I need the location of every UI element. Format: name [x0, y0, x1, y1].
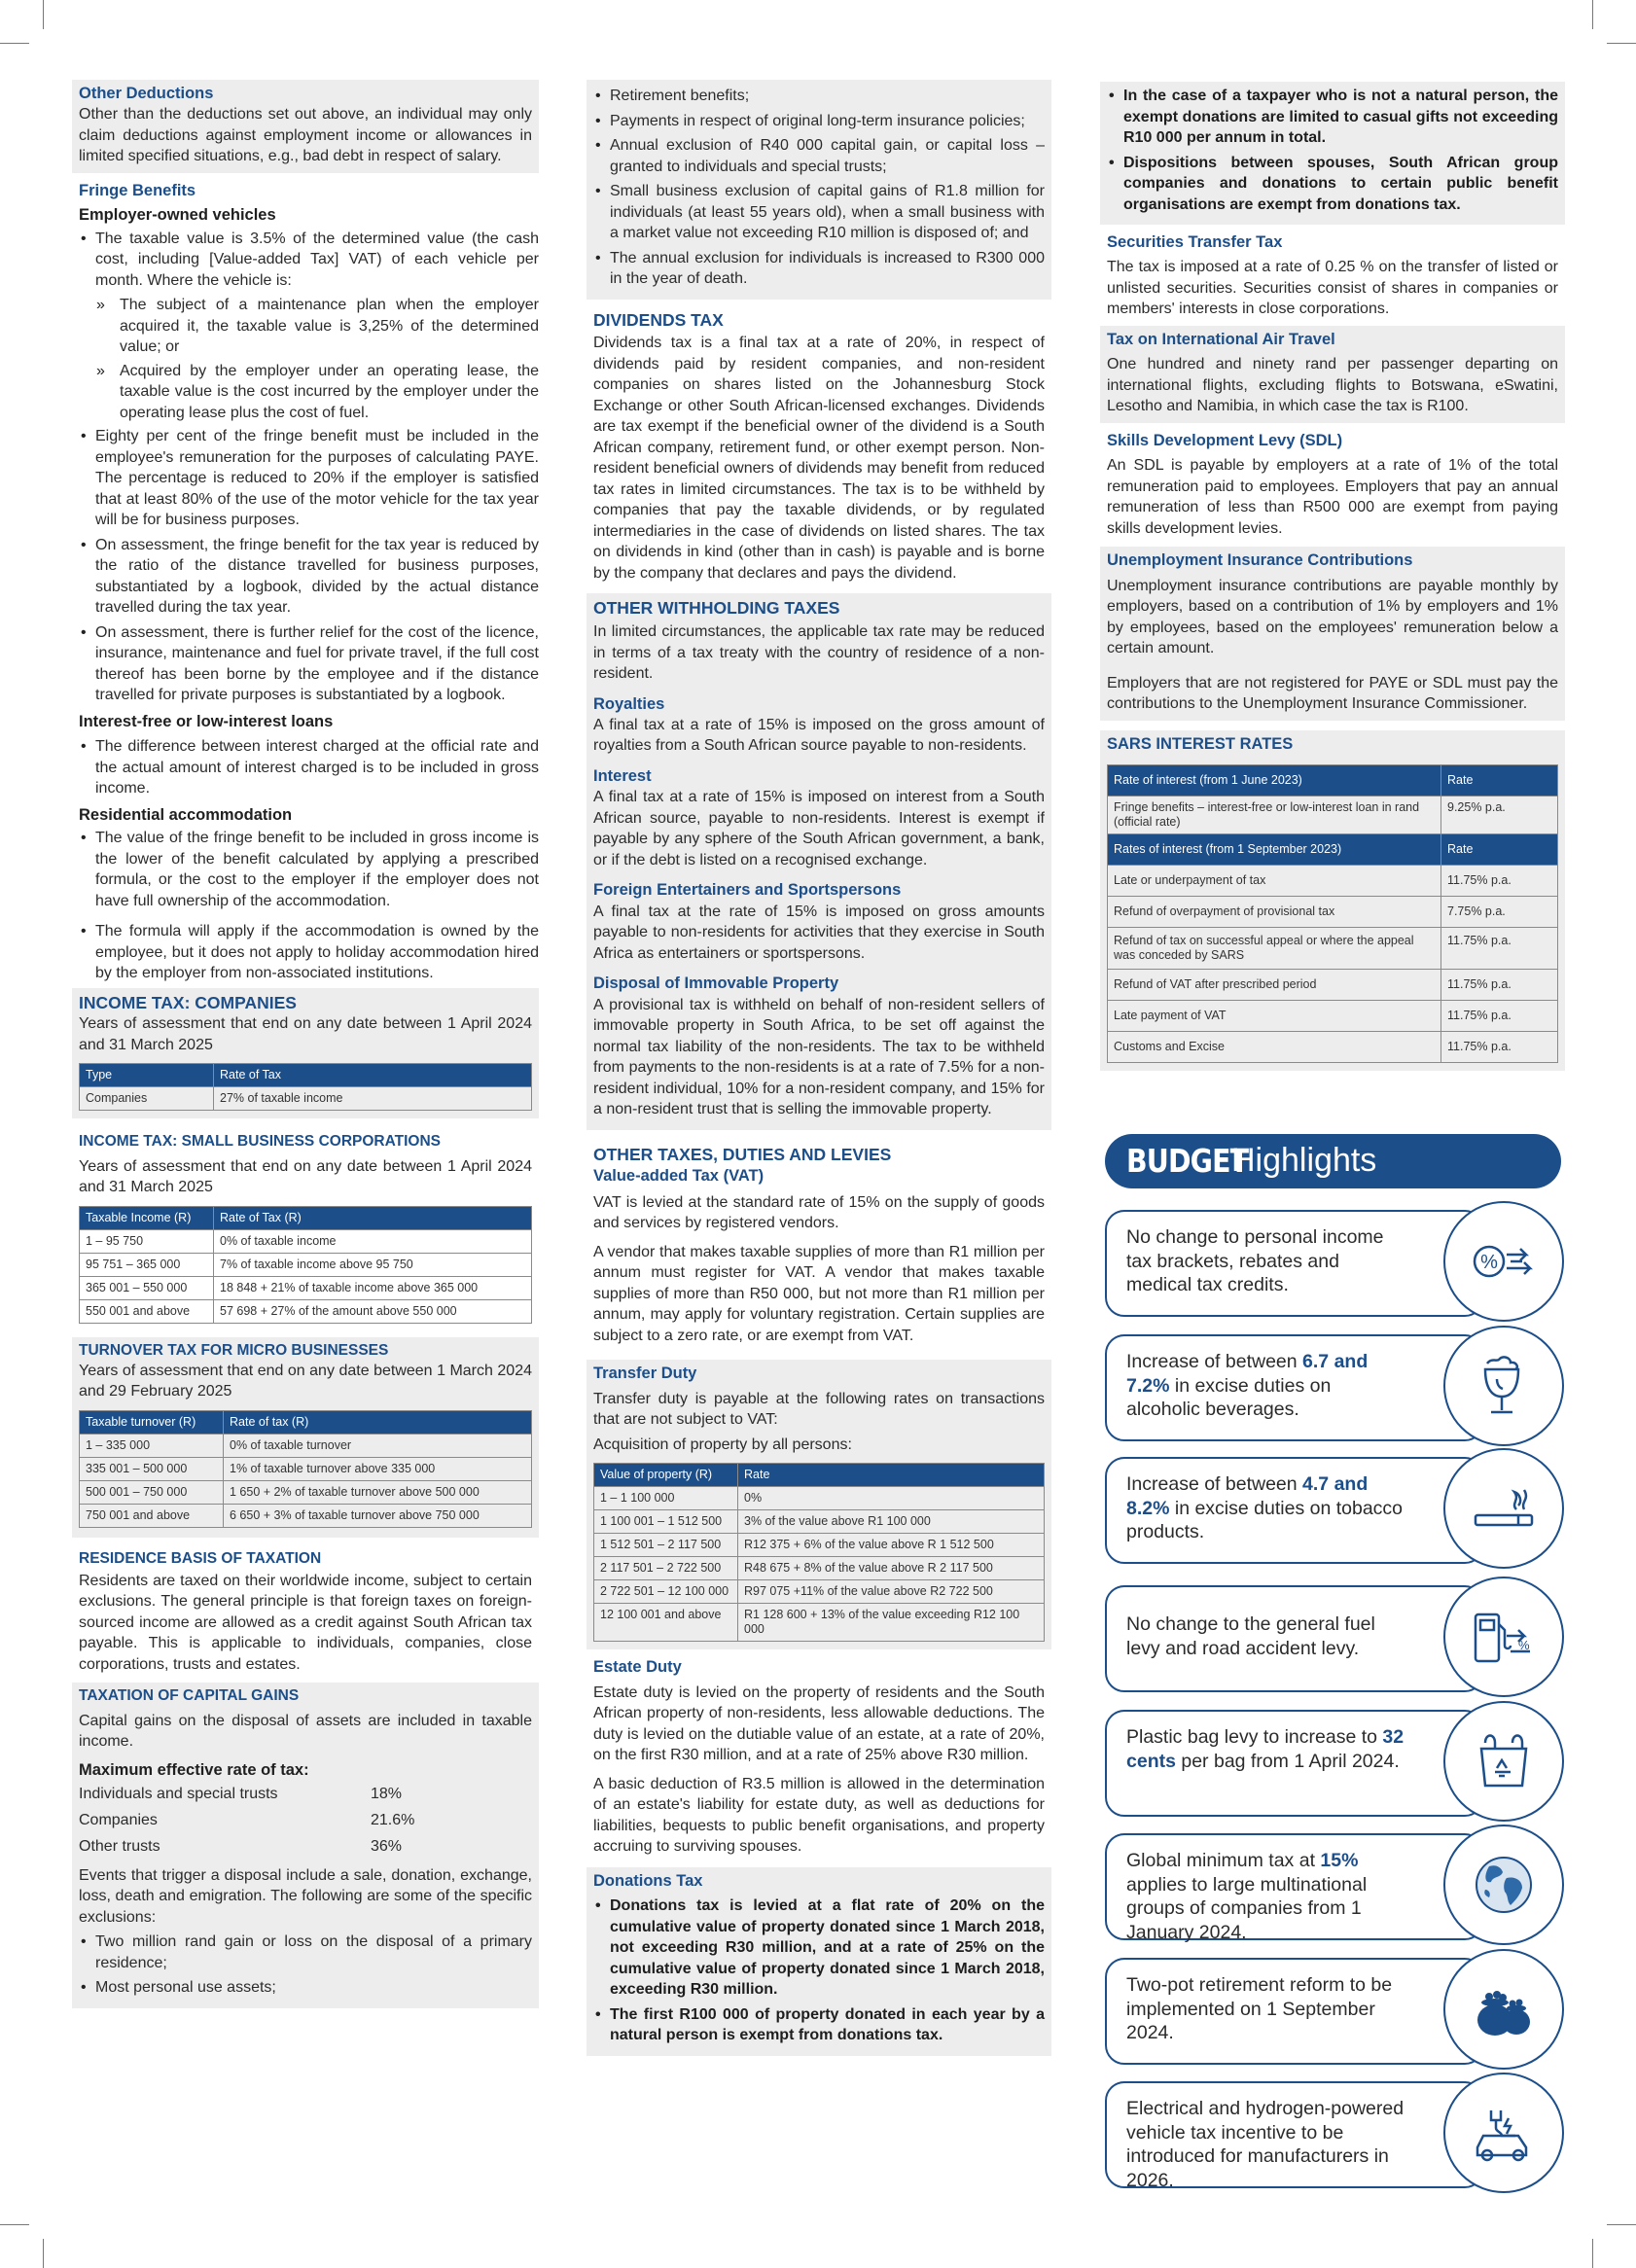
cgt-title: TAXATION OF CAPITAL GAINS: [79, 1687, 300, 1705]
other-deductions-box: [72, 80, 539, 173]
stt-title: Securities Transfer Tax: [1107, 233, 1283, 251]
royalties-title: Royalties: [593, 694, 665, 713]
rate-label: Other trusts: [79, 1837, 160, 1855]
list-item: • In the case of a taxpayer who is not a natural person, the exempt donations are limited to casual gifts not exceeding R10 000 per annum in total.: [1107, 86, 1558, 149]
table-row: [1108, 1032, 1558, 1063]
withholding-box: [587, 593, 1051, 1130]
companies-box: [72, 988, 539, 1119]
rate-label: Individuals and special trusts: [79, 1785, 278, 1802]
turnover-table: [79, 1410, 532, 1528]
table-header-cell: Rate of Tax: [214, 1064, 532, 1087]
table-cell: 1 – 1 100 000: [594, 1487, 738, 1510]
foreign-title: Foreign Entertainers and Sportspersons: [593, 881, 902, 900]
table-header-cell: Taxable turnover (R): [80, 1410, 224, 1434]
table-row: [80, 1087, 532, 1111]
estate-text-1: Estate duty is levied on the property of residents and the South African property of non-residents, less allowable deductions. The duty is levied on the dutiable value of an estate, at a rate of 20%, on the first R30 million, and at a rate of 25% above R30 million.: [593, 1683, 1045, 1764]
withholding-text: In limited circumstances, the applicable tax rate may be reduced in terms of a tax treaty with the country of residence of a non-resident.: [593, 623, 1045, 682]
table-cell: Refund of VAT after prescribed period: [1108, 970, 1441, 1001]
table-cell: 11.75% p.a.: [1441, 866, 1558, 897]
uif-box: [1100, 547, 1565, 720]
interest-text: A final tax at a rate of 15% is imposed on interest from a South African source, payable to non-residents. Interest is exempt if payable by any sphere of the South African government, a bank, or if the debt is listed on a recognised exchange.: [593, 789, 1045, 868]
money-pots-icon: [1443, 1949, 1564, 2070]
list-item: • The formula will apply if the accommodation is owned by the employee, but it does not apply to holiday accommodation hired by the employer from non-associated institutions.: [79, 921, 539, 984]
rate-row: [79, 1833, 532, 1860]
highlight-text: Increase of between 4.7 and 8.2% in excise duties on tobacco products.: [1126, 1473, 1404, 1542]
table-header-row: [80, 1410, 532, 1434]
turnover-box: [72, 1337, 539, 1538]
highlight-text: No change to personal income tax brackets, rebates and medical tax credits.: [1126, 1226, 1384, 1295]
table-row: [1108, 866, 1558, 897]
table-cell: 0%: [738, 1487, 1045, 1510]
list-item: • Two million rand gain or loss on the disposal of a primary residence;: [79, 1931, 532, 1973]
table-cell: 1 – 335 000: [80, 1434, 224, 1457]
air-travel-box: [1100, 326, 1565, 423]
table-header-cell: Type: [80, 1064, 214, 1087]
rate-value: 36%: [371, 1837, 403, 1855]
table-row: [594, 1534, 1045, 1557]
table-cell: 11.75% p.a.: [1441, 928, 1558, 970]
percent-arrow-icon: [1443, 1201, 1564, 1322]
table-row: [1108, 928, 1558, 970]
sdl-text: An SDL is payable by employers at a rate of 1% of the total remuneration paid to employees. Employers that pay an annual remuneration of less than R500 000 are exempt from paying skills development levies.: [1107, 457, 1558, 537]
table-row: [80, 1504, 532, 1527]
sars-table: [1107, 764, 1558, 1063]
other-taxes-title: OTHER TAXES, DUTIES AND LEVIES: [593, 1144, 892, 1164]
vehicles-title: Employer-owned vehicles: [79, 206, 276, 225]
table-row: [80, 1253, 532, 1276]
residence-text: Residents are taxed on their worldwide income, subject to certain exclusions. The general principle is that foreign taxes on foreign-sourced income are allowed as a credit against South African tax payable. This is applicable to individuals, companies, close corporations, trusts and estates.: [79, 1572, 532, 1673]
column-right: [1100, 82, 1565, 1071]
list-item: • The difference between interest charged at the official rate and the actual amount of interest charged is to be included in gross income.: [79, 736, 539, 799]
table-cell: 0% of taxable income: [214, 1229, 532, 1253]
list-item: • Dispositions between spouses, South African group companies and donations to certain public benefit organisations are exempt from donations tax.: [1107, 153, 1558, 216]
loans-title: Interest-free or low-interest loans: [79, 712, 334, 730]
table-cell: 27% of taxable income: [214, 1087, 532, 1111]
stt-section: [1100, 225, 1565, 320]
vat-text-2: A vendor that makes taxable supplies of more than R1 million per annum must register for VAT. A vendor that makes taxable supplies of more than R50 000, but not more than R1 million per annum, may apply for voluntary registration. Certain supplies are subject to a zero rate, or are exempt from VAT.: [593, 1243, 1045, 1344]
sbc-table: [79, 1206, 532, 1324]
table-header-row: [594, 1464, 1045, 1487]
highlight-text: Electrical and hydrogen-powered vehicle tax incentive to be introduced for manufacturers in 2026.: [1126, 2098, 1405, 2191]
table-cell: 0% of taxable turnover: [224, 1434, 532, 1457]
turnover-title: TURNOVER TAX FOR MICRO BUSINESSES: [79, 1341, 389, 1359]
crop-mark: [1607, 2224, 1636, 2225]
sars-box: [1100, 730, 1565, 1071]
table-cell: R1 128 600 + 13% of the value exceeding R12 100 000: [738, 1604, 1045, 1642]
highlight-card: [1105, 1457, 1484, 1564]
disposal-text: A provisional tax is withheld on behalf of non-resident sellers of immovable property in South Africa, to be set off against the normal tax liability of the non-residents. The tax to be withheld from payments to the non-residents is at a rate of 7.5% for a non-resident individual, 10% for a non-resident company, and 15% for a non-resident trust that is selling the immovable property.: [593, 996, 1045, 1118]
cgt-text: Capital gains on the disposal of assets are included in taxable income.: [79, 1712, 532, 1750]
table-cell: R12 375 + 6% of the value above R 1 512 500: [738, 1534, 1045, 1557]
estate-title: Estate Duty: [593, 1658, 682, 1677]
table-row: [1108, 797, 1558, 834]
list-item: » The subject of a maintenance plan when the employer acquired it, the taxable value is 3,25% of the determined value; or: [79, 295, 539, 358]
table-header-row: [80, 1064, 532, 1087]
sbc-title: INCOME TAX: SMALL BUSINESS CORPORATIONS: [79, 1133, 442, 1151]
companies-table: [79, 1063, 532, 1111]
crop-mark: [0, 43, 29, 44]
cigarette-icon: [1443, 1448, 1564, 1569]
table-row: [594, 1510, 1045, 1534]
air-title: Tax on International Air Travel: [1107, 330, 1335, 348]
vat-title: Value-added Tax (VAT): [593, 1166, 765, 1185]
rate-label: Companies: [79, 1811, 158, 1828]
estate-section: [587, 1649, 1051, 1857]
table-header-cell: Rate of Tax (R): [214, 1206, 532, 1229]
table-cell: Refund of tax on successful appeal or where the appeal was conceded by SARS: [1108, 928, 1441, 970]
list-item: » Acquired by the employer under an operating lease, the taxable value is the cost incurred by the employer under the operating lease plus the cost of fuel.: [79, 361, 539, 424]
table-header-cell: Rate: [1441, 834, 1558, 866]
table-cell: Fringe benefits – interest-free or low-interest loan in rand (official rate): [1108, 797, 1441, 834]
table-cell: 12 100 001 and above: [594, 1604, 738, 1642]
plastic-bag-icon: [1443, 1701, 1564, 1822]
highlight-text: Global minimum tax at 15% applies to large multinational groups of companies from 1 January 2024.: [1126, 1850, 1368, 1943]
sars-title: SARS INTEREST RATES: [1107, 734, 1294, 753]
highlight-card: [1105, 1334, 1484, 1441]
fringe-benefits-title: Fringe Benefits: [79, 181, 196, 199]
table-cell: 9.25% p.a.: [1441, 797, 1558, 834]
uif-text-1: Unemployment insurance contributions are payable monthly by employers, based on a contribution of 1% by employers and 1% by employees, based on the employees' remuneration below a certain amount.: [1107, 577, 1558, 657]
table-cell: 550 001 and above: [80, 1299, 214, 1323]
dividends-text: Dividends tax is a final tax at a rate of 20%, in respect of dividends paid by resident companies, and non-resident companies on shares listed on the Johannesburg Stock Exchange or other South African-licensed exchanges. Dividends are tax exempt if the beneficial owner of the dividend is a South African company, retirement fund, or other exempt person. Non-resident beneficial owners of dividends may benefit from reduced tax rates in limited circumstances. The tax is to be withheld by companies that pay the taxable dividends, or by regulated intermediaries in the case of dividends on listed shares. The tax on dividends in kind (other than in cash) is payable and is borne by the company that declares and pays the dividend.: [593, 335, 1045, 582]
cgt-max-title: Maximum effective rate of tax:: [79, 1760, 309, 1779]
list-item: • The taxable value is 3.5% of the determined value (the cash cost, including [Value-added Tax] VAT) of each vehicle per month. Where the vehicle is:: [79, 229, 539, 292]
residential-title: Residential accommodation: [79, 805, 293, 824]
cgt-box: [72, 1683, 539, 2008]
rate-row: [79, 1781, 532, 1807]
table-cell: 57 698 + 27% of the amount above 550 000: [214, 1299, 532, 1323]
highlight-card: [1105, 1210, 1498, 1317]
fringe-benefits-section: [72, 173, 539, 984]
table-cell: 2 117 501 – 2 722 500: [594, 1557, 738, 1580]
table-header-row: [80, 1206, 532, 1229]
crop-mark: [1592, 0, 1593, 29]
column-middle: [587, 80, 1051, 2056]
highlight-card: [1105, 1833, 1484, 1943]
list-item: • The first R100 000 of property donated in each year by a natural person is exempt from donations tax.: [593, 2004, 1045, 2046]
list-item: • On assessment, the fringe benefit for the tax year is reduced by the ratio of the distance travelled for business purposes, substantiated by a logbook, divided by the actual distance travelled during the tax year.: [79, 535, 539, 619]
table-header-cell: Taxable Income (R): [80, 1206, 214, 1229]
budget-title-bold: BUDGET: [1126, 1142, 1249, 1180]
table-cell: Companies: [80, 1087, 214, 1111]
highlight-card: [1105, 1585, 1530, 1692]
transfer-table: [593, 1463, 1045, 1642]
svg-text:%: %: [1518, 1638, 1530, 1652]
table-cell: 18 848 + 21% of taxable income above 365 000: [214, 1276, 532, 1299]
table-cell: Late payment of VAT: [1108, 1001, 1441, 1032]
table-cell: 1% of taxable turnover above 335 000: [224, 1457, 532, 1480]
cgt-events-text: Events that trigger a disposal include a sale, donation, exchange, loss, death and emigration. The following are some of the specific exclusions:: [79, 1866, 532, 1926]
column-left: [72, 80, 539, 2008]
transfer-title: Transfer Duty: [593, 1364, 697, 1383]
wine-glass-icon: [1443, 1326, 1564, 1446]
budget-title-light: Highlights: [1231, 1142, 1377, 1179]
table-header-row: [1108, 765, 1558, 797]
table-cell: 7.75% p.a.: [1441, 897, 1558, 928]
other-deductions-title: Other Deductions: [79, 85, 214, 102]
highlight-card: [1105, 1710, 1484, 1817]
rate-row: [79, 1807, 532, 1833]
table-row: [594, 1604, 1045, 1642]
globe-icon: [1443, 1825, 1564, 1945]
table-row: [80, 1434, 532, 1457]
table-row: [1108, 970, 1558, 1001]
table-cell: 3% of the value above R1 100 000: [738, 1510, 1045, 1534]
transfer-text-2: Acquisition of property by all persons:: [593, 1435, 852, 1453]
uif-text-2: Employers that are not registered for PAYE or SDL must pay the contributions to the Unemployment Insurance Commissioner.: [1107, 674, 1558, 713]
table-cell: Customs and Excise: [1108, 1032, 1441, 1063]
estate-text-2: A basic deduction of R3.5 million is allowed in the determination of an estate's liability for estate duty, as well as deductions for liabilities, bequests to public benefit organisations, and property accruing to surviving spouses.: [593, 1775, 1045, 1856]
list-item: • Annual exclusion of R40 000 capital gain, or capital loss – granted to individuals and special trusts;: [593, 135, 1045, 177]
crop-mark: [1607, 43, 1636, 44]
sbc-section: [72, 1118, 539, 1323]
highlight-text: Increase of between 6.7 and 7.2% in excise duties on alcoholic beverages.: [1126, 1351, 1369, 1420]
sdl-section: [1100, 423, 1565, 539]
table-row: [80, 1276, 532, 1299]
turnover-text: Years of assessment that end on any date between 1 March 2024 and 29 February 2025: [79, 1362, 532, 1400]
stt-text: The tax is imposed at a rate of 0.25 % on the transfer of listed or unlisted securities. Securities consist of shares in companies or members' interests in close corporations.: [1107, 259, 1558, 318]
withholding-title: OTHER WITHHOLDING TAXES: [593, 598, 840, 619]
table-cell: 11.75% p.a.: [1441, 1001, 1558, 1032]
list-item: • On assessment, there is further relief for the cost of the licence, insurance, maintenance and fuel for private travel, if the full cost thereof has been borne by the employee and if the distance travelled for private purposes is substantiated by a logbook.: [79, 622, 539, 706]
table-cell: 7% of taxable income above 95 750: [214, 1253, 532, 1276]
transfer-text-1: Transfer duty is payable at the following rates on transactions that are not subject to VAT:: [593, 1390, 1045, 1429]
disposal-title: Disposal of Immovable Property: [593, 975, 839, 993]
donations-box: [587, 1867, 1051, 2056]
donations-cont-box: [1100, 82, 1565, 225]
table-row: [80, 1480, 532, 1504]
table-header-cell: Rate of interest (from 1 June 2023): [1108, 765, 1441, 797]
highlight-text: No change to the general fuel levy and road accident levy.: [1126, 1613, 1375, 1659]
electric-car-icon: [1443, 2073, 1564, 2193]
rate-value: 18%: [371, 1785, 403, 1802]
highlight-text: Plastic bag levy to increase to 32 cents per bag from 1 April 2024.: [1126, 1726, 1405, 1772]
royalties-text: A final tax at a rate of 15% is imposed on the gross amount of royalties from a South African source payable to non-residents.: [593, 716, 1045, 755]
table-row: [80, 1229, 532, 1253]
rate-value: 21.6%: [371, 1811, 415, 1828]
companies-text: Years of assessment that end on any date between 1 April 2024 and 31 March 2025: [79, 1015, 532, 1053]
table-cell: 6 650 + 3% of taxable turnover above 750 000: [224, 1504, 532, 1527]
table-cell: 750 001 and above: [80, 1504, 224, 1527]
table-cell: R48 675 + 8% of the value above R 2 117 500: [738, 1557, 1045, 1580]
table-row: [594, 1487, 1045, 1510]
table-cell: 11.75% p.a.: [1441, 970, 1558, 1001]
dividends-title: DIVIDENDS TAX: [593, 309, 724, 330]
table-cell: 95 751 – 365 000: [80, 1253, 214, 1276]
sdl-title: Skills Development Levy (SDL): [1107, 431, 1343, 449]
crop-mark: [1592, 2239, 1593, 2268]
transfer-duty-box: [587, 1360, 1051, 1649]
table-cell: Refund of overpayment of provisional tax: [1108, 897, 1441, 928]
list-item: • Payments in respect of original long-term insurance policies;: [593, 111, 1045, 132]
table-cell: 365 001 – 550 000: [80, 1276, 214, 1299]
donations-title: Donations Tax: [593, 1871, 703, 1890]
exclusions-box: [587, 80, 1051, 300]
table-header-cell: Rate: [1441, 765, 1558, 797]
crop-mark: [43, 0, 44, 29]
table-header-cell: Rates of interest (from 1 September 2023): [1108, 834, 1441, 866]
table-row: [80, 1299, 532, 1323]
table-cell: 335 001 – 500 000: [80, 1457, 224, 1480]
highlight-card: [1105, 2081, 1484, 2191]
crop-mark: [43, 2239, 44, 2268]
list-item: • Donations tax is levied at a flat rate of 20% on the cumulative value of property donated since 1 March 2018, not exceeding R30 million, and at a rate of 25% on the cumulative value of property donated since 1 March 2018, exceeding R30 million.: [593, 1896, 1045, 2001]
list-item: • Most personal use assets;: [79, 1977, 532, 1999]
other-deductions-text: Other than the deductions set out above, an individual may only claim deductions against employment income or allowances in limited specified situations, e.g., bad debt in respect of salary.: [79, 106, 532, 165]
dividends-section: [587, 300, 1051, 585]
table-header-cell: Rate: [738, 1464, 1045, 1487]
table-row: [594, 1580, 1045, 1604]
residence-title: RESIDENCE BASIS OF TAXATION: [79, 1549, 322, 1567]
table-header-cell: Rate of tax (R): [224, 1410, 532, 1434]
foreign-text: A final tax at the rate of 15% is imposed on gross amounts payable to non-residents for activities that they exercise in South Africa as entertainers or sportspersons.: [593, 903, 1045, 962]
table-cell: R97 075 +11% of the value above R2 722 500: [738, 1580, 1045, 1604]
table-cell: 11.75% p.a.: [1441, 1032, 1558, 1063]
table-row: [1108, 1001, 1558, 1032]
list-item: • Eighty per cent of the fringe benefit must be included in the employee's remuneration for the purposes of calculating PAYE. The percentage is reduced to 20% if the employer is satisfied that at least 80% of the use of the motor vehicle for the tax year will be for business purposes.: [79, 426, 539, 531]
list-item: • Small business exclusion of capital gains of R1.8 million for individuals (at least 55 years old), when a small business with a market value not exceeding R10 million is disposed of; and: [593, 181, 1045, 244]
table-cell: 1 – 95 750: [80, 1229, 214, 1253]
list-item: • The value of the fringe benefit to be included in gross income is the lower of the benefit calculated by applying a prescribed formula, or the cost to the employer if the employer does not have full ownership of the accommodation.: [79, 828, 539, 911]
table-cell: 1 512 501 – 2 117 500: [594, 1534, 738, 1557]
table-header-row: [1108, 834, 1558, 866]
highlight-text: Two-pot retirement reform to be implemented on 1 September 2024.: [1126, 1974, 1393, 2043]
table-row: [594, 1557, 1045, 1580]
companies-title: INCOME TAX: COMPANIES: [79, 992, 297, 1012]
uif-title: Unemployment Insurance Contributions: [1107, 551, 1413, 570]
table-row: [1108, 897, 1558, 928]
list-item: • The annual exclusion for individuals is increased to R300 000 in the year of death.: [593, 248, 1045, 290]
list-item: • Retirement benefits;: [593, 86, 1045, 107]
interest-title: Interest: [593, 766, 652, 785]
other-taxes-section: [587, 1130, 1051, 1347]
table-cell: 2 722 501 – 12 100 000: [594, 1580, 738, 1604]
fuel-pump-icon: [1443, 1577, 1564, 1697]
residence-section: [72, 1538, 539, 1676]
sbc-text: Years of assessment that end on any date between 1 April 2024 and 31 March 2025: [79, 1157, 532, 1196]
table-row: [80, 1457, 532, 1480]
crop-mark: [0, 2224, 29, 2225]
highlight-card: [1105, 1958, 1484, 2065]
table-cell: 1 650 + 2% of taxable turnover above 500 000: [224, 1480, 532, 1504]
svg-text:%: %: [1480, 1252, 1498, 1273]
vat-text-1: VAT is levied at the standard rate of 15% on the supply of goods and services by registered vendors.: [593, 1193, 1045, 1232]
table-header-cell: Value of property (R): [594, 1464, 738, 1487]
budget-highlights-banner: [1105, 1134, 1561, 1188]
air-text: One hundred and ninety rand per passenger departing on international flights, excluding flights to Botswana, eSwatini, Lesotho and Namibia, in which case the tax is R100.: [1107, 356, 1558, 415]
table-cell: 500 001 – 750 000: [80, 1480, 224, 1504]
table-cell: Late or underpayment of tax: [1108, 866, 1441, 897]
table-cell: 1 100 001 – 1 512 500: [594, 1510, 738, 1534]
